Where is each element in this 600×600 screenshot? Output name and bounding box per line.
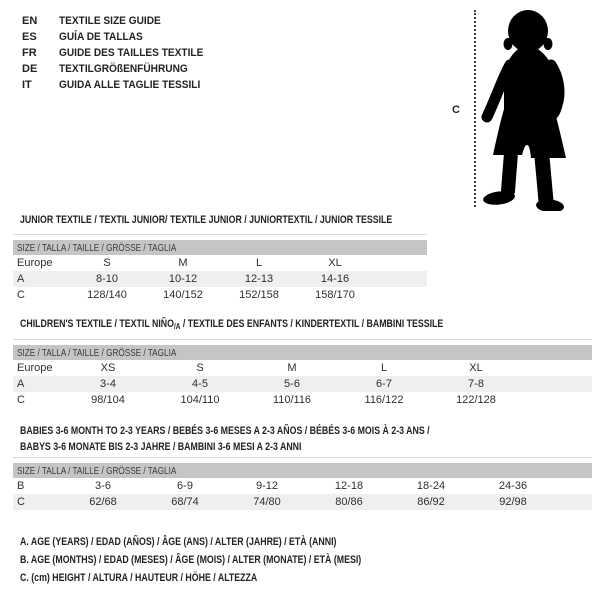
size-cell: XL <box>469 362 483 374</box>
babies-size-table <box>13 457 592 510</box>
table-row-age <box>13 376 592 392</box>
language-header <box>22 13 216 93</box>
size-cell: XL <box>328 257 342 269</box>
baby-silhouette-icon <box>480 5 598 211</box>
size-cell: XS <box>100 362 116 374</box>
row-label: A <box>17 273 25 285</box>
value-cell: 158/170 <box>315 289 355 301</box>
row-label: A <box>17 378 25 390</box>
row-label: Europe <box>17 257 53 269</box>
value-cell: 128/140 <box>87 289 127 301</box>
size-cell: M <box>178 257 188 269</box>
value-cell: 14-16 <box>320 273 350 285</box>
row-label: Europe <box>17 362 53 374</box>
value-cell: 12-13 <box>244 273 274 285</box>
language-row-en <box>22 13 216 29</box>
table-row-europe <box>13 255 427 271</box>
table-row-europe <box>13 360 592 376</box>
size-header-bar: SIZE / TALLA / TAILLE / GRÖSSE / TAGLIA <box>13 345 592 360</box>
value-cell: 116/122 <box>364 394 404 406</box>
language-code: DE <box>22 63 38 75</box>
subscript-a: /A <box>173 322 181 331</box>
value-cell: 86/92 <box>417 496 445 508</box>
language-code: EN <box>22 15 38 27</box>
language-code: ES <box>22 31 37 43</box>
value-cell: 7-8 <box>468 378 484 390</box>
row-label: B <box>17 480 25 492</box>
size-cell: L <box>255 257 263 269</box>
value-cell: 152/158 <box>239 289 279 301</box>
value-cell: 110/116 <box>272 394 312 406</box>
row-label: C <box>17 394 25 406</box>
language-row-es <box>22 29 216 45</box>
table-row-height <box>13 494 592 510</box>
size-cell: M <box>287 362 297 374</box>
language-row-fr <box>22 45 216 61</box>
value-cell: 10-12 <box>168 273 198 285</box>
language-code: FR <box>22 47 37 59</box>
table-row-age <box>13 271 427 287</box>
height-measure-line <box>474 10 476 207</box>
table-top-divider <box>13 339 592 340</box>
value-cell: 6-9 <box>177 480 193 492</box>
size-header-bar: SIZE / TALLA / TAILLE / GRÖSSE / TAGLIA <box>13 463 592 478</box>
value-cell: 92/98 <box>499 496 527 508</box>
value-cell: 3-4 <box>100 378 116 390</box>
language-row-it <box>22 77 216 93</box>
legend-block <box>20 533 447 587</box>
value-cell: 3-6 <box>95 480 111 492</box>
table-row-height <box>13 392 592 408</box>
size-header-bar: SIZE / TALLA / TAILLE / GRÖSSE / TAGLIA <box>13 240 427 255</box>
value-cell: 122/128 <box>456 394 496 406</box>
row-label: C <box>17 289 25 301</box>
value-cell: 98/104 <box>91 394 125 406</box>
value-cell: 5-6 <box>284 378 300 390</box>
language-label: GUIDA ALLE TAGLIE TESSILI <box>59 79 201 91</box>
value-cell: 24-36 <box>498 480 528 492</box>
language-label: GUIDE DES TAILLES TEXTILE <box>59 47 204 59</box>
children-section-title: CHILDREN'S TEXTILE / TEXTIL $NIÑO_{/A}$ / TEXTILE DES ENFANTS / KINDERTEXTIL / BAMBINI TESSILE <box>20 318 444 331</box>
junior-section-title: JUNIOR TEXTILE / TEXTIL JUNIOR/ TEXTILE JUNIOR / JUNIORTEXTIL / JUNIOR TESSILE <box>20 214 393 226</box>
value-cell: 140/152 <box>163 289 203 301</box>
table-top-divider <box>13 457 592 458</box>
measure-label-c: C <box>452 104 460 116</box>
babies-section-title: BABIES 3-6 MONTH TO 2-3 YEARS / BEBÉS 3-6 MESES A 2-3 AÑOS / BÉBÉS 3-6 MOIS À 2-3 ANS / BABYS 3-6 MONATE BIS 2-3 JAHRE / BAMBINI 3-6 MESI A 2-3 ANNI <box>20 425 430 453</box>
children-size-table <box>13 339 592 408</box>
language-label: GUÍA DE TALLAS <box>59 31 143 43</box>
legend-line-a: A. AGE (YEARS) / EDAD (AÑOS) / ÂGE (ANS) / ALTER (JAHRE) / ETÀ (ANNI) <box>20 536 337 548</box>
language-row-de <box>22 61 216 77</box>
legend-line-b: B. AGE (MONTHS) / EDAD (MESES) / ÂGE (MOIS) / ALTER (MONATE) / ETÀ (MESI) <box>20 554 362 566</box>
size-cell: S <box>103 257 111 269</box>
size-cell: S <box>196 362 204 374</box>
value-cell: 8-10 <box>95 273 119 285</box>
table-top-divider <box>13 234 427 235</box>
value-cell: 80/86 <box>335 496 363 508</box>
value-cell: 6-7 <box>376 378 392 390</box>
language-label: TEXTILE SIZE GUIDE <box>59 15 161 27</box>
legend-line-c: C. (cm) HEIGHT / ALTURA / HAUTEUR / HÖHE / ALTEZZA <box>20 572 258 584</box>
value-cell: 9-12 <box>255 480 279 492</box>
table-row-height <box>13 287 427 303</box>
value-cell: 62/68 <box>89 496 117 508</box>
row-label: C <box>17 496 25 508</box>
table-row-months <box>13 478 592 494</box>
language-label: TEXTILGRÖßENFÜHRUNG <box>59 63 188 75</box>
language-code: IT <box>22 79 32 91</box>
value-cell: 68/74 <box>171 496 199 508</box>
value-cell: 4-5 <box>192 378 208 390</box>
junior-size-table <box>13 234 427 303</box>
value-cell: 74/80 <box>253 496 281 508</box>
value-cell: 104/110 <box>180 394 220 406</box>
size-cell: L <box>380 362 388 374</box>
value-cell: 18-24 <box>416 480 446 492</box>
value-cell: 12-18 <box>334 480 364 492</box>
